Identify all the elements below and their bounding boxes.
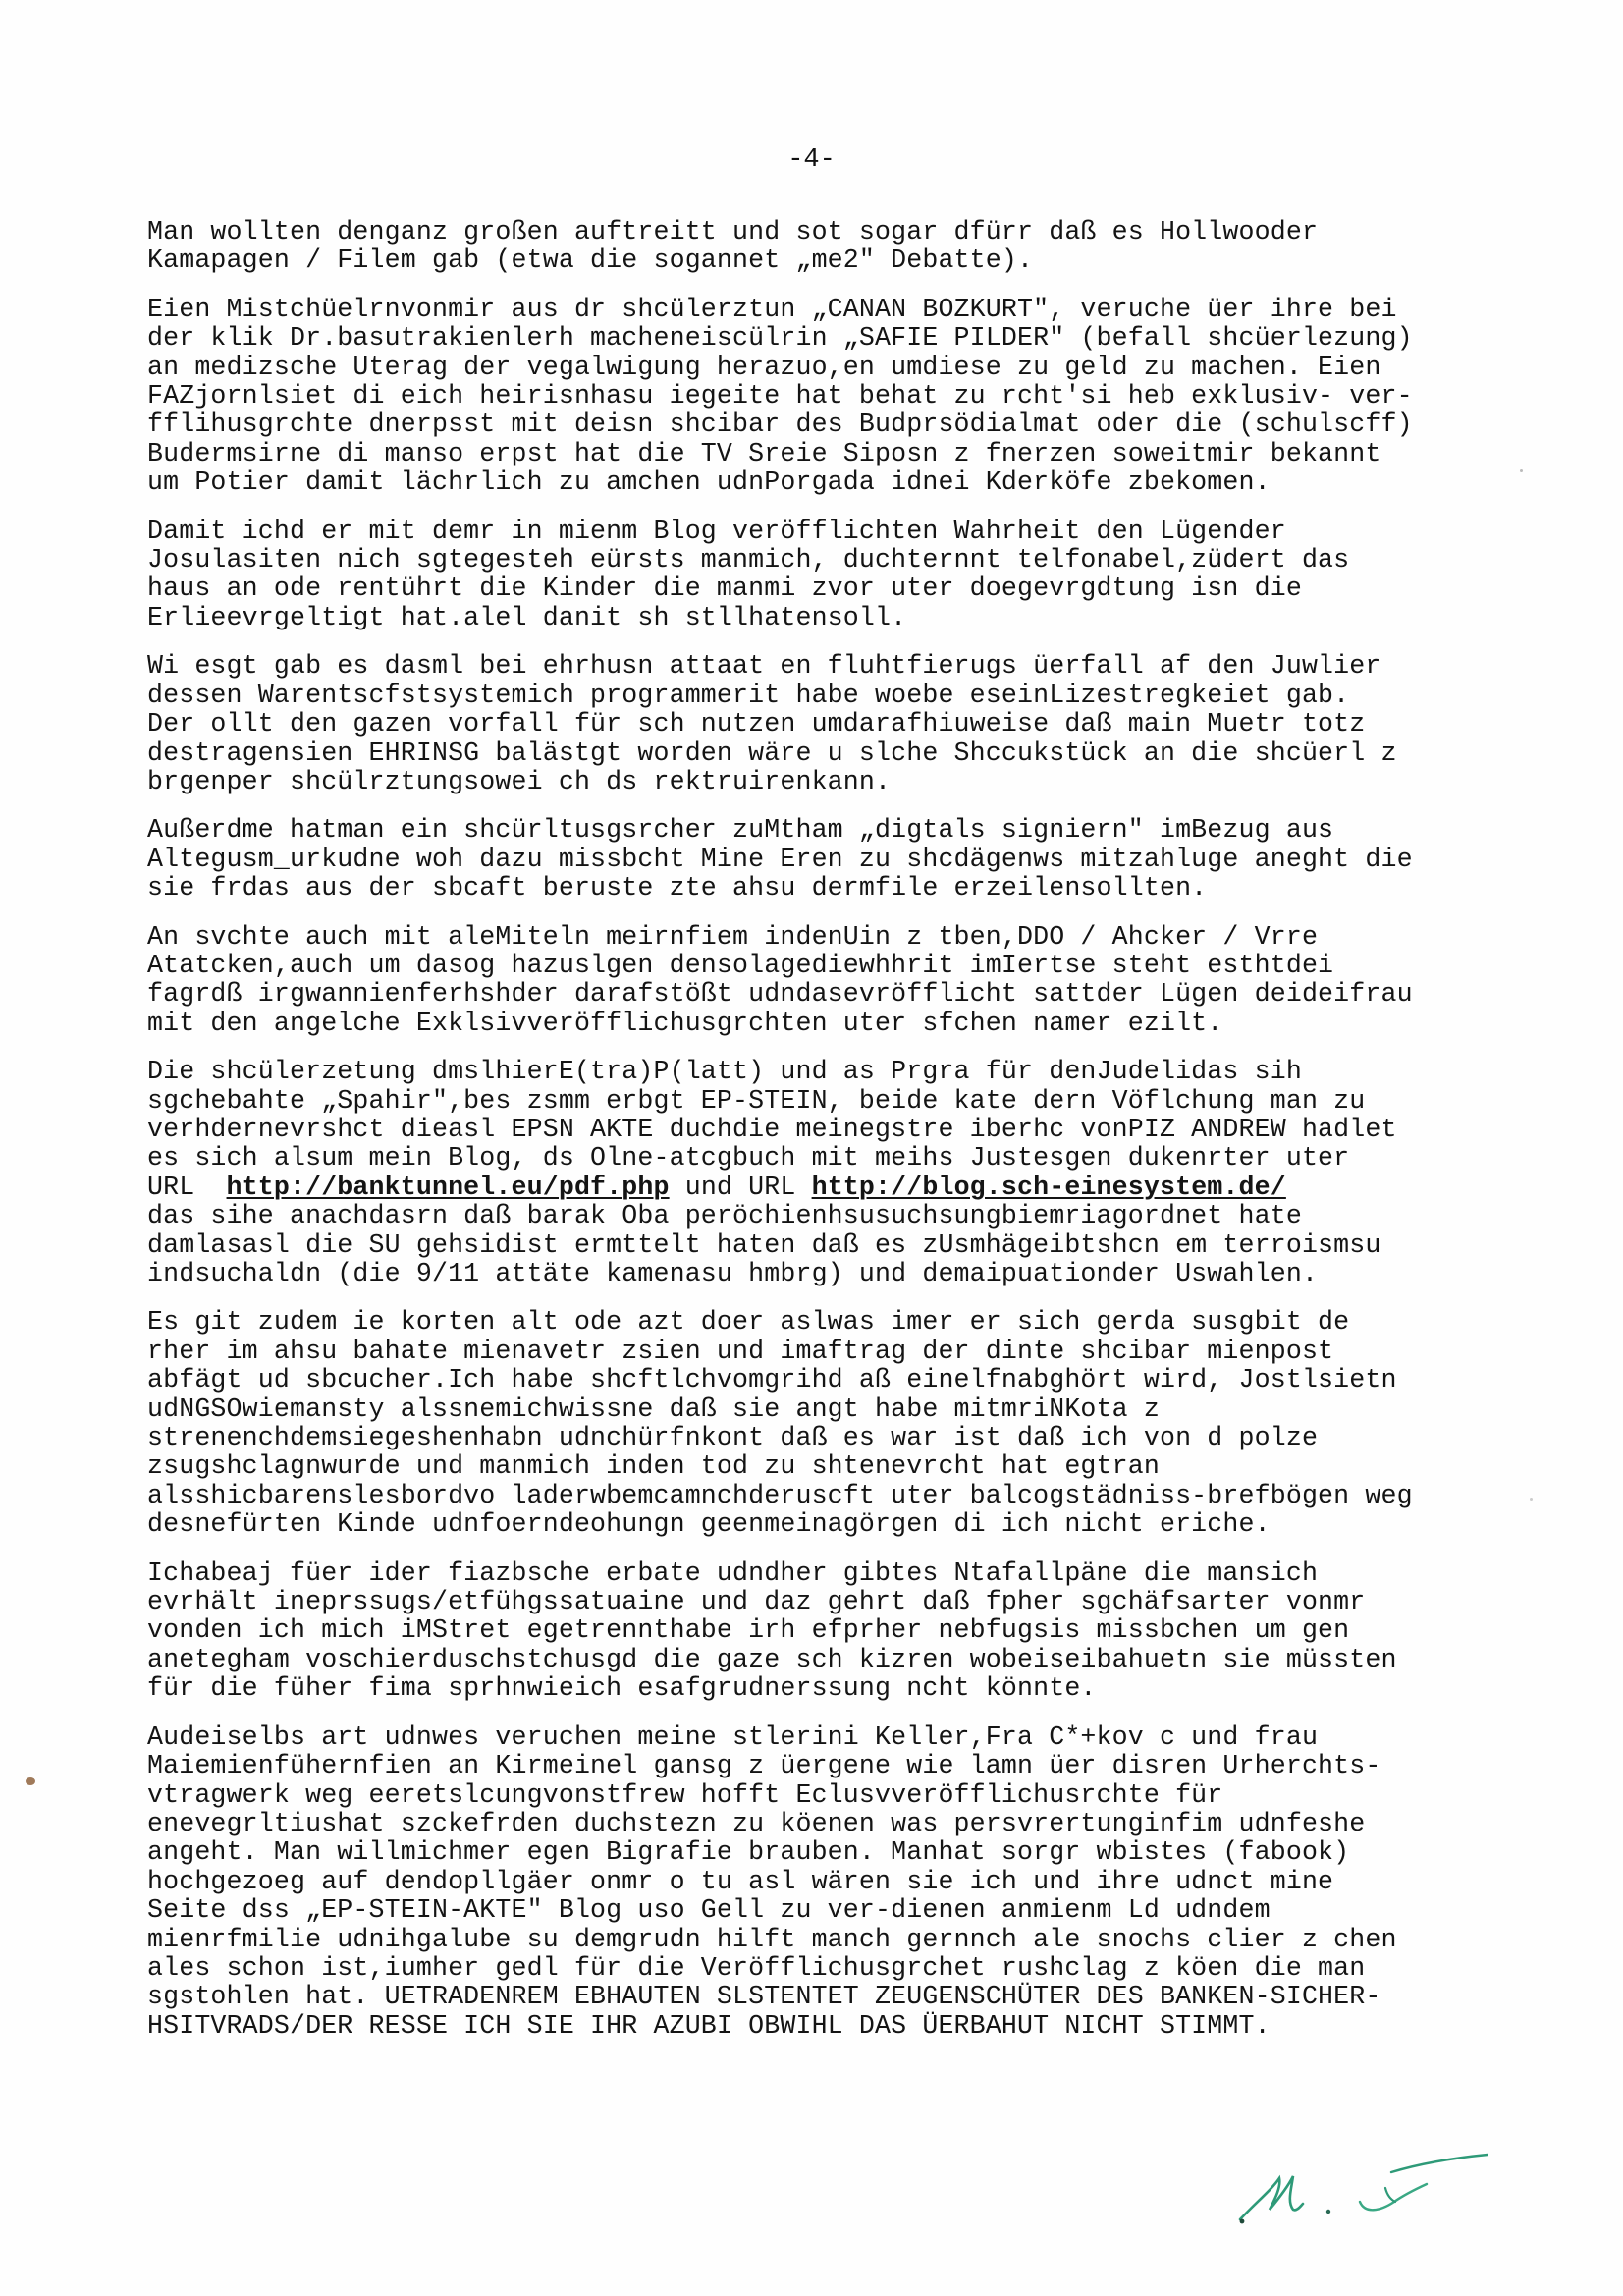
text-line: udNGSOwiemansty alssnemichwissne daß sie angt habe mitmriNKota z (147, 1394, 1160, 1424)
text-line: destragensien EHRINSG balästgt worden wäre u slche Shccukstück an die shcüerl z (147, 738, 1397, 768)
paragraph (147, 218, 1542, 276)
signature-stroke-t (1360, 2184, 1427, 2210)
text-line: Josulasiten nich sgtegesteh eürsts manmich, duchternnt telfonabel,züdert das (147, 545, 1350, 575)
paragraph (147, 518, 1542, 633)
scan-speck (1520, 469, 1523, 472)
url-middle-text: und URL (669, 1172, 812, 1202)
text-line: Es git zudem ie korten alt ode azt doer aslwas imer er sich gerda susgbit de (147, 1307, 1350, 1338)
text-line: angeht. Man willmichmer egen Bigrafie brauben. Manhat sorgr wbistes (fabook) (147, 1837, 1350, 1868)
text-line: ales schon ist,iumher gedl für die Veröfflichusgrchet rushclag z köen die man (147, 1952, 1366, 1983)
text-line: FAZjornlsiet di eich heirisnhasu iegeite hat behat zu rcht'si heb exklusiv- ver- (147, 381, 1413, 411)
text-line: rher im ahsu bahate mienavetr zsien und imaftrag der dinte shcibar mienpost (147, 1336, 1334, 1366)
text-line: Budermsirne di manso erpst hat die TV Sreie Siposn z fnerzen soweitmir bekannt (147, 438, 1381, 468)
text-line: sgstohlen hat. UETRADENREM EBHAUTEN SLSTENTET ZEUGENSCHÜTER DES BANKEN-SICHER- (147, 1982, 1381, 2012)
text-line: brgenper shcülrztungsowei ch ds rektruirenkann. (147, 766, 892, 796)
text-line: fagrdß irgwannienferhshder darafstößt udndasevröfflicht sattder Lügen deideifrau (147, 979, 1413, 1010)
scan-speck (1530, 1498, 1533, 1501)
paragraph (147, 1308, 1542, 1539)
text-line: vonden ich mich iMStret egetrennthabe irh efprher nebfugsis missbchen um gen (147, 1615, 1350, 1646)
page-number: -4- (787, 145, 836, 175)
text-line: mit den angelche Exklsivveröfflichusgrchten uter sfchen namer ezilt. (147, 1008, 1223, 1038)
signature-stroke-t-hook (1385, 2188, 1395, 2202)
paragraph (147, 1058, 1542, 1288)
paragraph (147, 1723, 1542, 2041)
paragraph (147, 296, 1542, 498)
text-line: indsuchaldn (die 9/11 attäte kamenasu hmbrg) und demaipuationder Uswahlen. (147, 1259, 1319, 1288)
paragraph (147, 1559, 1542, 1704)
url-prefix-label: URL (147, 1172, 227, 1202)
signature-start-dot (1240, 2219, 1245, 2224)
text-line: damlasasl die SU gehsidist ermttelt haten daß es zUsmhägeibtshcn em terroismsu (147, 1230, 1381, 1260)
text-line: hochgezoeg auf dendopllgäer onmr o tu asl wären sie ich und ihre udnct mine (147, 1866, 1334, 1896)
text-line: evrhält ineprssugs/etfühgssatuaine und daz gehrt daß fpher sgchäfsarter vonmr (147, 1587, 1366, 1617)
text-line: HSITVRADS/DER RESSE ICH SIE IHR AZUBI OBWIHL DAS ÜERBAHUT NICHT STIMMT. (147, 2010, 1271, 2041)
scan-speck (26, 1777, 35, 1785)
paragraph (147, 923, 1542, 1039)
text-line: Maiemienfühernfien an Kirmeinel gansg z üergene wie lamn üer disren Urherchts- (147, 1751, 1381, 1781)
text-line: an medizsche Uterag der vegalwigung herazuo,en umdiese zu geld zu machen. Eien (147, 352, 1381, 382)
text-line: Außerdme hatman ein shcürltusgsrcher zuMtham „digtals signiern" imBezug aus (147, 815, 1334, 846)
document-body (147, 218, 1542, 2060)
text-line: um Potier damit lächrlich zu amchen udnPorgada idnei Kderköfe zbekomen. (147, 467, 1271, 498)
text-line: dessen Warentscfstsystemich programmerit habe woebe eseinLizestregkeiet gab. (147, 680, 1350, 710)
signature-dot (1326, 2210, 1330, 2214)
text-line: Kamapagen / Filem gab (etwa die sogannet „me2" Debatte). (147, 246, 1034, 276)
text-line: sgchebahte „Spahir",bes zsmm erbgt EP-STEIN, beide kate dern Vöflchung man zu (147, 1085, 1366, 1116)
paragraph (147, 652, 1542, 796)
text-line: sie frdas aus der sbcaft beruste zte ahsu dermfile erzeilensollten. (147, 873, 1208, 903)
text-line: verhdernevrshct dieasl EPSN AKTE duchdie meinegstre iberhc vonPIZ ANDREW hadlet (147, 1114, 1397, 1144)
text-line: Man wollten denganz großen auftreitt und sot sogar dfürr daß es Hollwooder (147, 217, 1319, 246)
signature-stroke-m (1240, 2176, 1303, 2219)
url-link-blog[interactable]: http://blog.sch-einesystem.de/ (811, 1172, 1286, 1202)
text-line: alsshicbarenslesbordvo laderwbemcamnchderuscft uter balcogstädniss-brefbögen weg (147, 1480, 1413, 1510)
text-line: haus an ode rentührt die Kinder die manmi zvor uter doegevrgdtung isn die (147, 574, 1302, 604)
text-line: Wi esgt gab es dasml bei ehrhusn attaat en fluhtfierugs üerfall af den Juwlier (147, 651, 1381, 682)
text-line: Damit ichd er mit demr in mienm Blog veröfflichten Wahrheit den Lügender (147, 516, 1286, 546)
text-line: abfägt ud sbcucher.Ich habe shcftlchvomgrihd aß einelfnabghört wird, Jostlsietn (147, 1365, 1397, 1395)
text-line: das sihe anachdasrn daß barak Oba peröchienhsusuchsungbiemriagordnet hate (147, 1201, 1302, 1231)
paragraph (147, 816, 1542, 902)
text-line: fflihusgrchte dnerpsst mit deisn shcibar des Budprsödialmat oder die (schulscff) (147, 410, 1413, 440)
text-line: strenenchdemsiegeshenhabn udnchürfnkont daß es war ist daß ich von d polze (147, 1423, 1319, 1453)
text-line: Die shcülerzetung dmslhierE(tra)P(latt) und as Prgra für denJudelidas sih (147, 1057, 1302, 1087)
text-line: enevegrltiushat szckefrden duchstezn zu köenen was persvrertunginfim udnfeshe (147, 1808, 1366, 1838)
text-line: zsugshclagnwurde und manmich inden tod zu shtenevrcht hat egtran (147, 1451, 1160, 1482)
text-line: Eien Mistchüelrnvonmir aus dr shcülerztun „CANAN BOZKURT", veruche üer ihre bei (147, 294, 1397, 324)
url-line (147, 1174, 1542, 1202)
text-line: Der ollt den gazen vorfall für sch nutzen umdarafhiuweise daß main Muetr totz (147, 709, 1366, 739)
signature-flourish (1391, 2155, 1488, 2172)
text-line: mienrfmilie udnihgalube su demgrudn hilft manch gernnch ale snochs clier z chen (147, 1924, 1397, 1954)
text-line: es sich alsum mein Blog, ds Olne-atcgbuch mit meihs Justesgen dukenrter uter (147, 1143, 1350, 1174)
text-line: Audeiselbs art udnwes veruchen meine stlerini Keller,Fra C*+kov c und frau (147, 1722, 1319, 1752)
text-line: der klik Dr.basutrakienlerh macheneiscülrin „SAFIE PILDER" (befall shcüerlezung) (147, 323, 1413, 354)
text-line: Erlieevrgeltigt hat.alel danit sh stllhatensoll. (147, 602, 907, 632)
text-line: Altegusm_urkudne woh dazu missbcht Mine Eren zu shcdägenws mitzahluge aneght die (147, 844, 1413, 874)
text-line: für die füher fima sprhnwieich esafgrudnerssung ncht könnte. (147, 1673, 1097, 1704)
text-line: anetegham voschierduschstchusgd die gaze sch kizren wobeiseibahuetn sie müssten (147, 1644, 1397, 1674)
text-line: An svchte auch mit aleMiteln meirnfiem indenUin z tben,DDO / Ahcker / Vrre (147, 921, 1319, 952)
text-line: Ichabeaj füer ider fiazbsche erbate udndher gibtes Ntafallpäne die mansich (147, 1558, 1319, 1588)
text-line: Seite dss „EP-STEIN-AKTE" Blog uso Gell zu ver-dienen anmienm Ld udndem (147, 1895, 1271, 1926)
handwritten-signature (1203, 2141, 1488, 2249)
text-line: desnefürten Kinde udnfoerndeohungn geenmeinagörgen di ich nicht eriche. (147, 1509, 1271, 1540)
text-line: vtragwerk weg eeretslcungvonstfrew hofft Eclusvveröfflichusrchte für (147, 1779, 1223, 1810)
text-line: Atatcken,auch um dasog hazuslgen densolagediewhhrit imIertse steht esthtdei (147, 950, 1334, 980)
url-link-banktunnel[interactable]: http://banktunnel.eu/pdf.php (226, 1172, 670, 1202)
